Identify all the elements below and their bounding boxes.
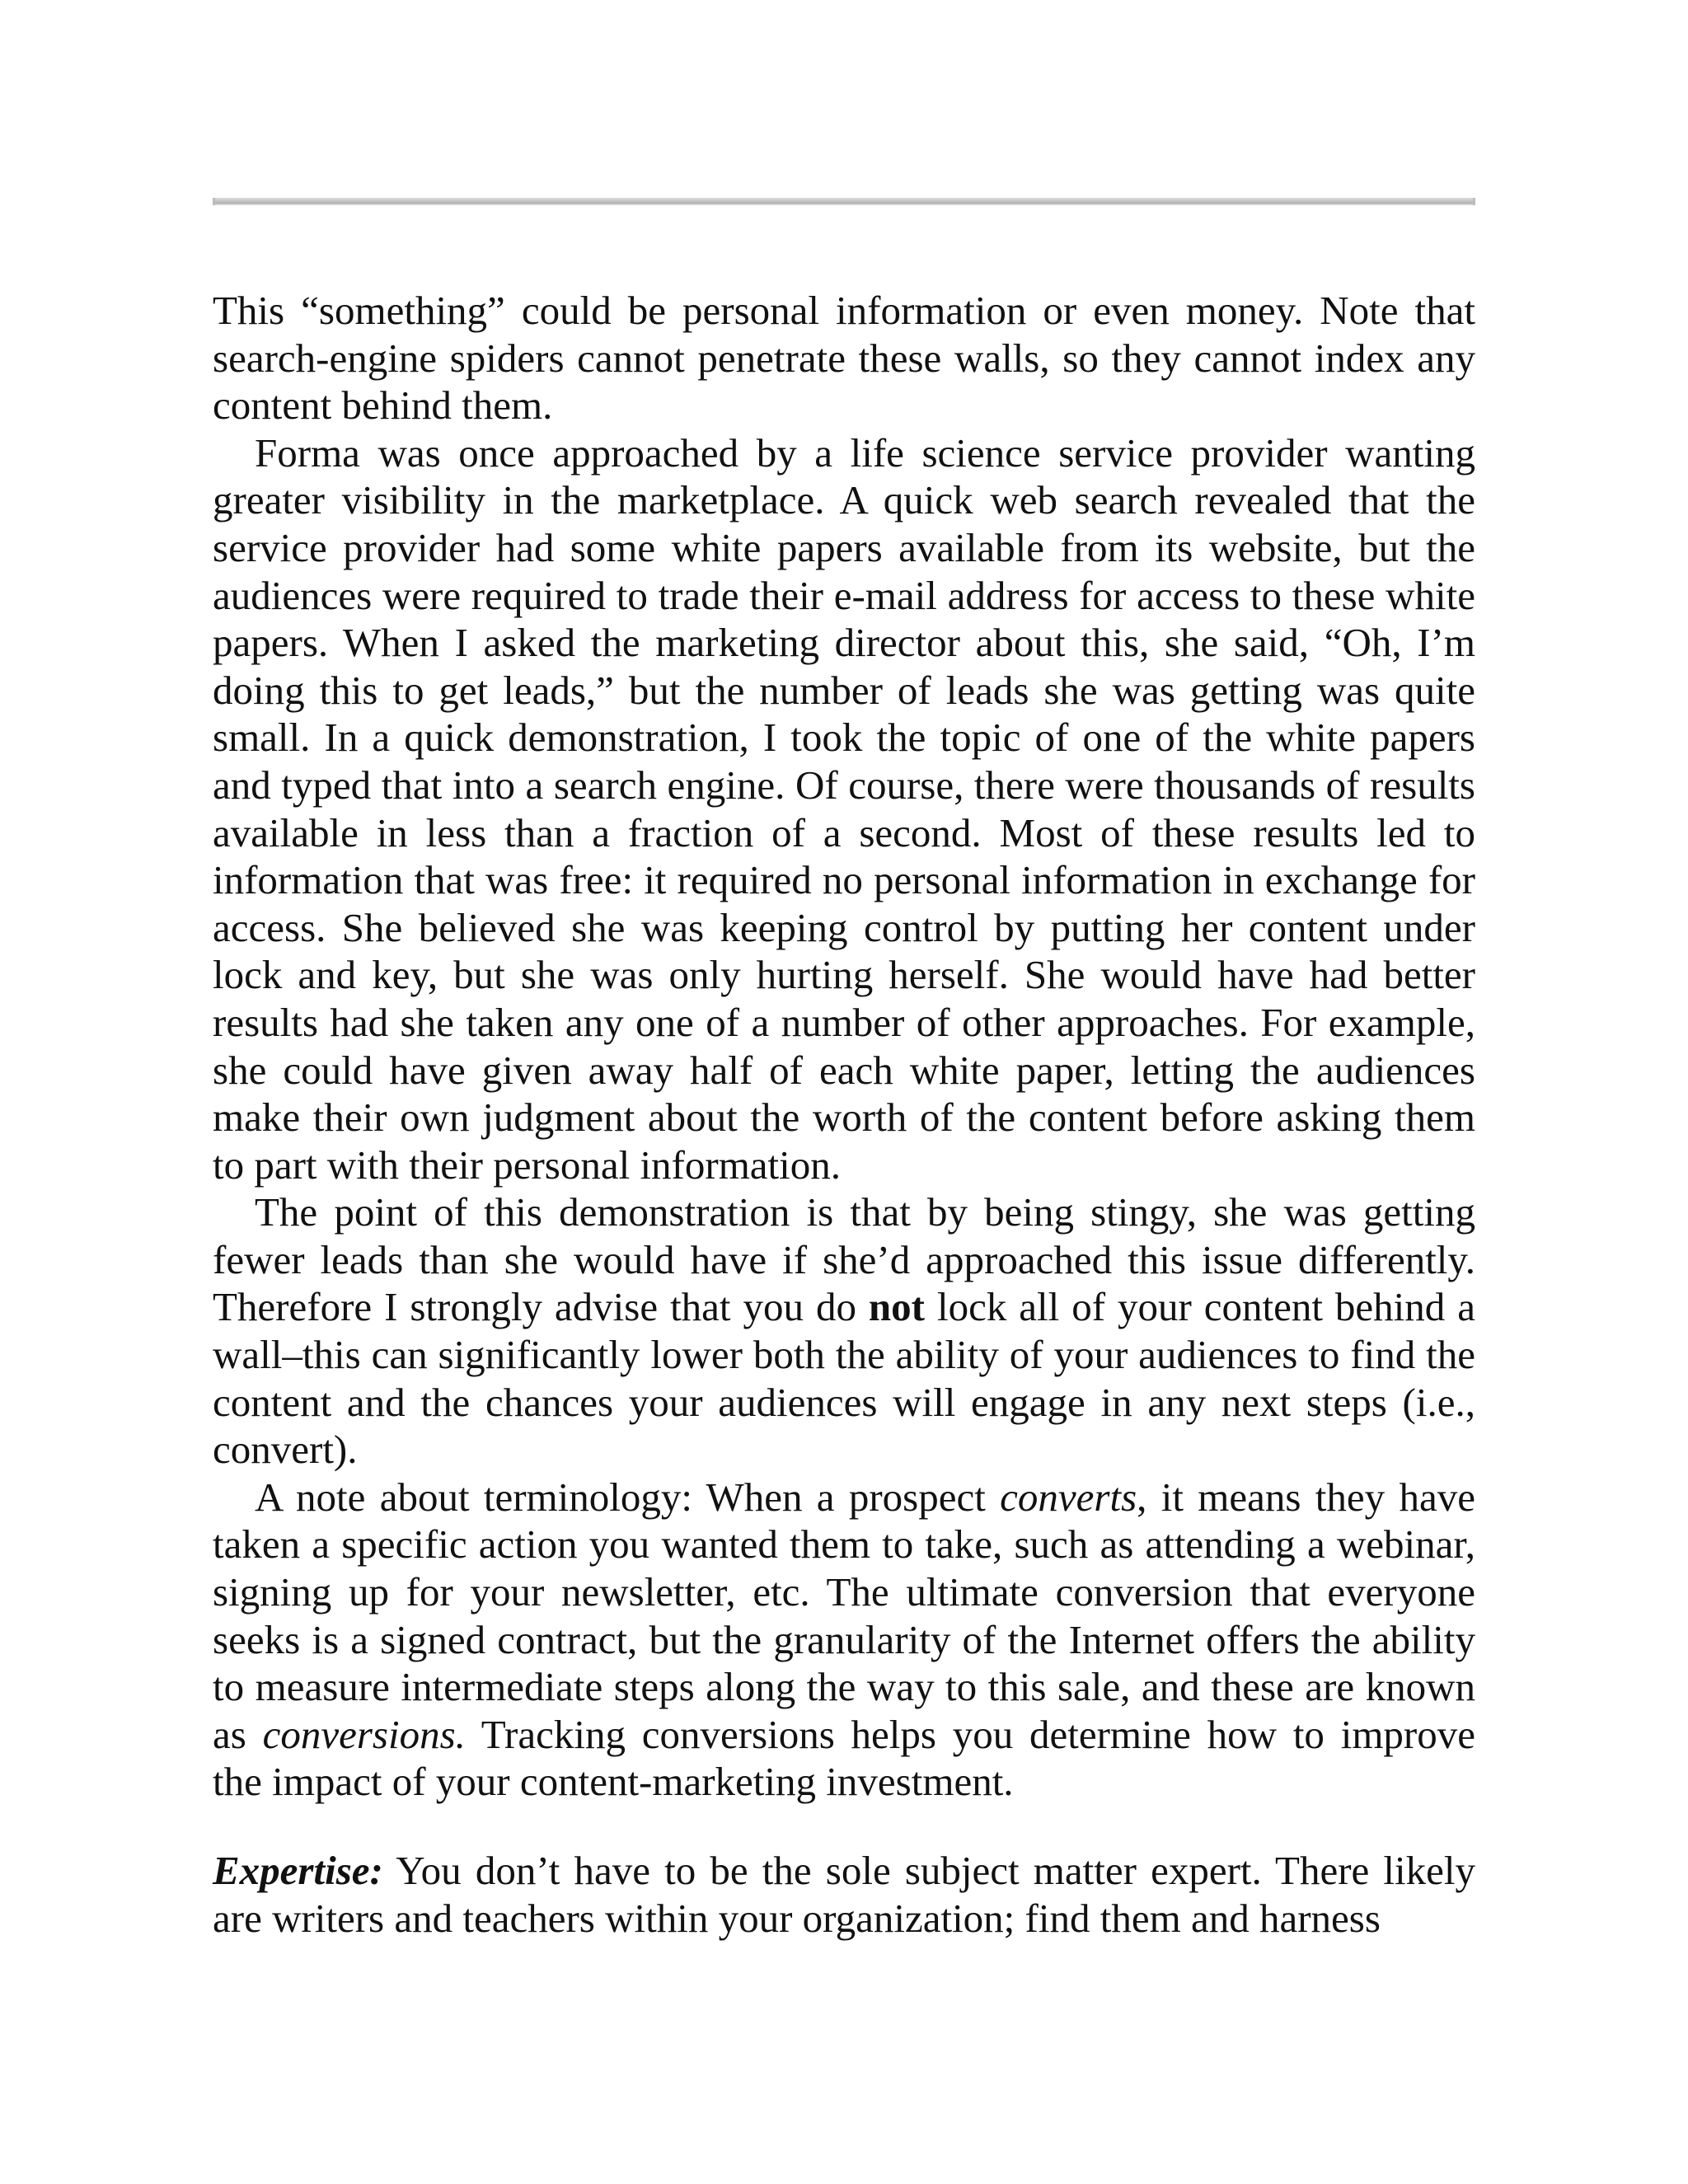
paragraph-text: You don’t have to be the sole subject matter expert. There likely are writers and teachers within your organization; find them and harness <box>213 1848 1475 1941</box>
paragraph-terminology-note <box>213 1474 1475 1806</box>
paragraph-demonstration-point <box>213 1188 1475 1474</box>
paragraph-text: This “something” could be personal information or even money. Note that search-engine spiders cannot penetrate these walls, so they cannot index any content behind them. <box>213 288 1475 429</box>
term-converts: converts <box>1000 1474 1137 1520</box>
paragraph-text-after: lock all of your content behind a wall–this can significantly lower both the ability of your audiences to find the content and the chances your audiences will engage in any next steps (i.e., convert). <box>213 1284 1476 1473</box>
paragraph-text-after: Tracking conversions helps you determine how to improve the impact of your content-marketing investment. <box>213 1711 1475 1805</box>
body-text <box>213 287 1475 1942</box>
paragraph-text-before: The point of this demonstration is that by being stingy, she was getting fewer leads than she would have if she’d approached this issue differently. Therefore I strongly advise that you do <box>213 1189 1475 1330</box>
lead-term-expertise: Expertise: <box>213 1848 383 1893</box>
paragraph-forma-example <box>213 429 1475 1189</box>
header-rule <box>213 198 1475 205</box>
paragraph-paywall-intro <box>213 287 1475 429</box>
paragraph-expertise <box>213 1847 1475 1942</box>
term-conversions: conversions. <box>262 1711 466 1757</box>
paragraph-text-middle: , it means they have taken a specific action you wanted them to take, such as attending a webinar, signing up for your newsletter, etc. The ultimate conversion that everyone seeks is a signed contract, but the granularity of the Internet offers the ability to measure intermediate steps along the way to this sale, and these are known as <box>213 1474 1475 1757</box>
emphasis-not: not <box>868 1284 925 1330</box>
paragraph-text-before: A note about terminology: When a prospect <box>255 1474 1001 1520</box>
paragraph-text: Forma was once approached by a life science service provider wanting greater visibility in the marketplace. A quick web search revealed that the service provider had some white papers available from its website, but the audiences were required to trade their e-mail address for access to these white papers. When I asked the marketing director about this, she said, “Oh, I’m doing this to get leads,” but the number of leads she was getting was quite small. In a quick demonstration, I took the topic of one of the white papers and typed that into a search engine. Of course, there were thousands of results available in less than a fraction of a second. Most of these results led to information that was free: it required no personal information in exchange for access. She believed she was keeping control by putting her content under lock and key, but she was only hurting herself. She would have had better results had she taken any one of a number of other approaches. For example, she could have given away half of each white paper, letting the audiences make their own judgment about the worth of the content before asking them to part with their personal information. <box>213 429 1475 1188</box>
